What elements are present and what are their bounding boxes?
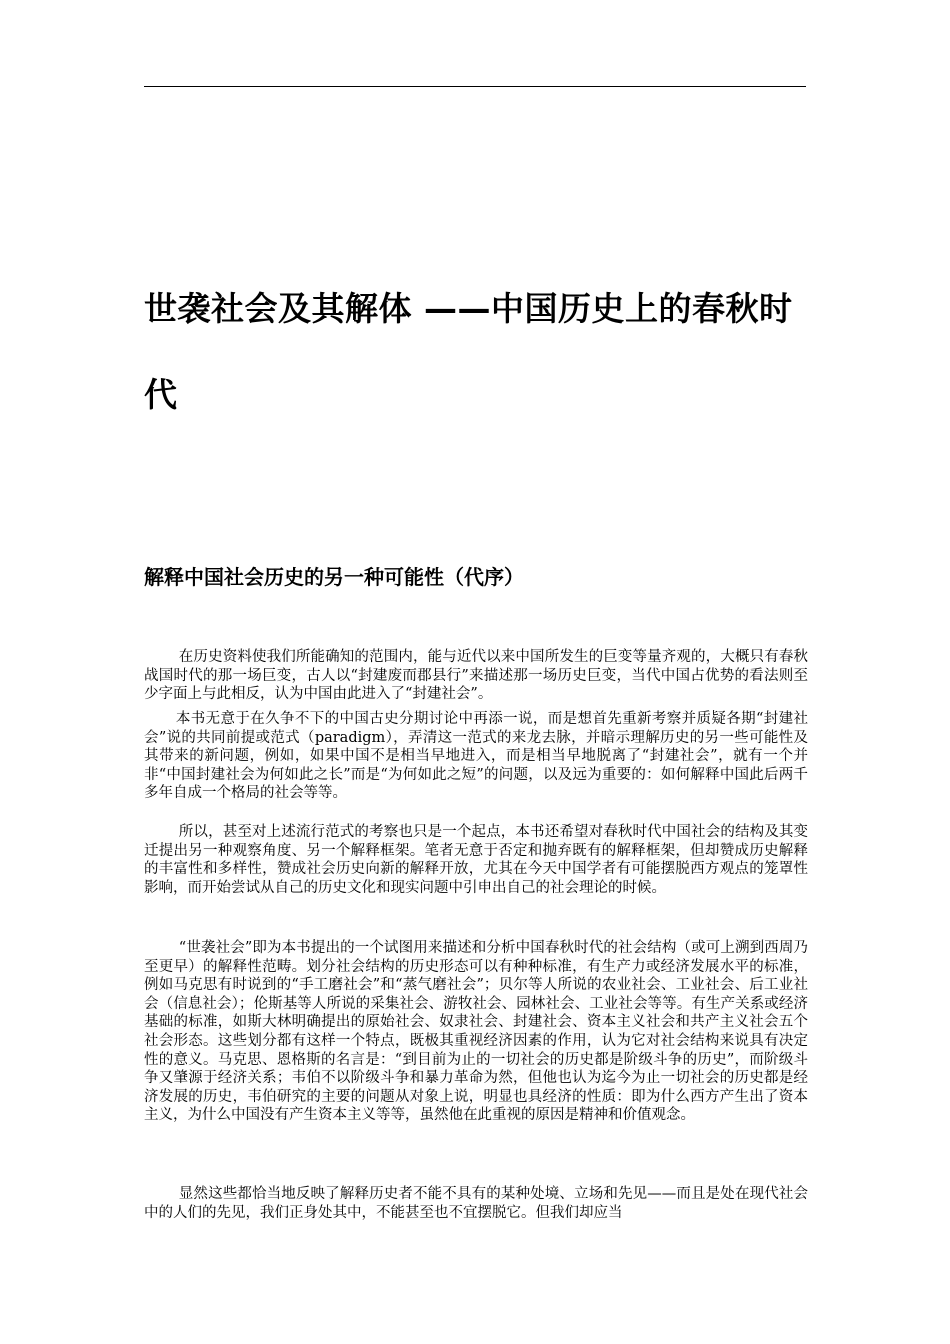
body-paragraph: “世袭社会”即为本书提出的一个试图用来描述和分析中国春秋时代的社会结构（或可上溯到西周乃至更早）的解释性范畴。划分社会结构的历史形态可以有种种标准，有生产力或经济发展水平的标准，例如马克思有时说到的“手工磨社会”和“蒸气磨社会”；贝尔等人所说的农业社会、工业社会、后工业社会（信息社会）；伦斯基等人所说的采集社会、游牧社会、园林社会、工业社会等等。有生产关系或经济基础的标准，如斯大林明确提出的原始社会、奴隶社会、封建社会、资本主义社会和共产主义社会五个社会形态。这些划分都有这样一个特点，既极其重视经济因素的作用，认为它对社会结构来说具有决定性的意义。马克思、恩格斯的名言是：“到目前为止的一切社会的历史都是阶级斗争的历史”，而阶级斗争又肇源于经济关系；韦伯不以阶级斗争和暴力革命为然，但他也认为迄今为止一切社会的历史都是经济发展的历史，韦伯研究的主要的问题从对象上说，明显也具经济的性质：即为什么西方产生出了资本主义，为什么中国没有产生资本主义等等，虽然他在此重视的原因是精神和价值观念。 <box>144 940 808 1124</box>
body-paragraph: 本书无意于在久争不下的中国古史分期讨论中再添一说，而是想首先重新考察并质疑各期“封建社会”说的共同前提或范式（paradigm），弄清这一范式的来龙去脉，并暗示理解历史的另一些可能性及其带来的新问题，例如，如果中国不是相当早地进入，而是相当早地脱离了“封建社会”，就有一个并非“中国封建社会为何如此之长”而是“为何如此之短”的问题，以及远为重要的：如何解释中国此后两千多年自成一个格局的社会等等。 <box>144 711 808 802</box>
section-heading: 解释中国社会历史的另一种可能性（代序） <box>144 565 524 589</box>
body-paragraph: 显然这些都恰当地反映了解释历史者不能不具有的某种处境、立场和先见——而且是处在现代社会中的人们的先见，我们正身处其中，不能甚至也不宜摆脱它。但我们却应当 <box>144 1186 808 1221</box>
body-paragraph: 所以，甚至对上述流行范式的考察也只是一个起点，本书还希望对春秋时代中国社会的结构及其变迁提出另一种观察角度、另一个解释框架。笔者无意于否定和抛弃既有的解释框架，但却赞成历史解释的丰富性和多样性，赞成社会历史向新的解释开放，尤其在今天中国学者有可能摆脱西方观点的笼罩性影响，而开始尝试从自己的历史文化和现实问题中引申出自己的社会理论的时候。 <box>144 824 808 896</box>
book-title: 世袭社会及其解体 ——中国历史上的春秋时代 <box>144 289 793 414</box>
header-rule <box>144 86 806 87</box>
body-paragraph: 在历史资料使我们所能确知的范围内，能与近代以来中国所发生的巨变等量齐观的，大概只有春秋战国时代的那一场巨变，古人以“封建废而郡县行”来描述那一场历史巨变，当代中国占优势的看法则至少字面上与此相反，认为中国由此进入了“封建社会”。 <box>144 649 808 703</box>
